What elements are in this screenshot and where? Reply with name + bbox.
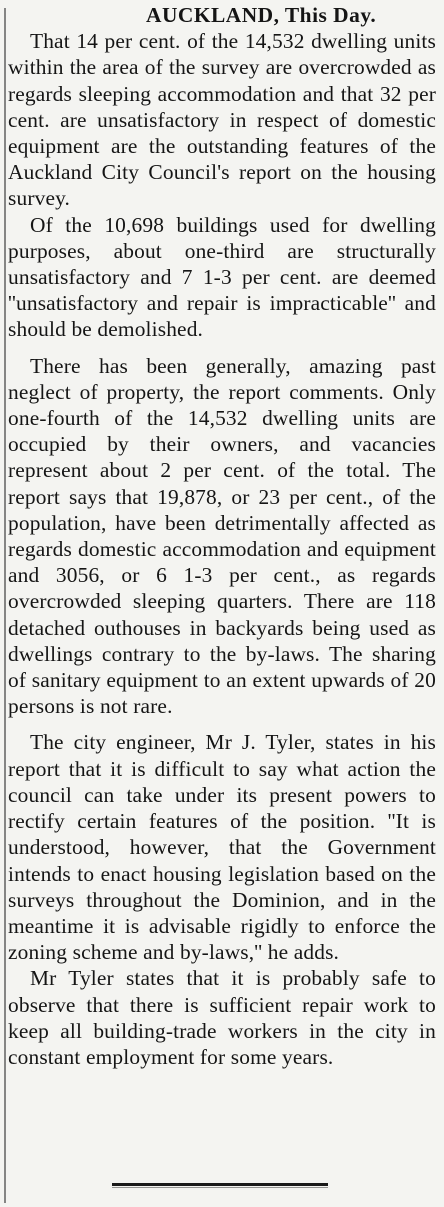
article-paragraph-1: That 14 per cent. of the 14,532 dwelling units within the area of the survey are overcrowded as regards sleeping accommodation and that 32 per cent. are unsatisfactory in respect of domestic equipment are the outstanding features of the Auckland City Council's report on the housing survey. — [8, 29, 436, 211]
end-of-article-rule-shadow — [112, 1187, 328, 1188]
article-paragraph-2: Of the 10,698 buildings used for dwelling purposes, about one-third are structurally unsatisfactory and 7 1-3 per cent. are deemed ''unsatisfactory and repair is impracticable'' and should be demolished. — [8, 212, 436, 342]
article-dateline: AUCKLAND, This Day. — [146, 3, 377, 27]
article-paragraph-5: Mr Tyler states that it is probably safe to observe that there is sufficient repair work to keep all building-trade workers in the city in constant employment for some years. — [8, 966, 436, 1069]
column-edge-rule — [4, 8, 6, 1203]
article-paragraph-4: The city engineer, Mr J. Tyler, states in his report that it is difficult to say what action the council can take under its present powers to rectify certain features of the position. ''It is understood, however, that the Government intends to enact housing legislation based on the surveys throughout the Dominion, and in the meantime it is advisable rigidly to enforce the zoning scheme and by-laws,'' he adds. — [8, 730, 436, 965]
article-paragraph-3: There has been generally, amazing past neglect of property, the report comments. Only one-fourth of the 14,532 dwelling units are occupied by their owners, and vacancies represent about 2 per cent. of the total. The report says that 19,878, or 23 per cent., of the population, have been detrimentally affected as regards domestic accommodation and equipment and 3056, or 6 1-3 per cent., as regards overcrowded sleeping quarters. There are 118 detached outhouses in backyards being used as dwellings contrary to the by-laws. The sharing of sanitary equipment to an extent upwards of 20 persons is not rare. — [8, 353, 436, 719]
end-of-article-rule — [112, 1183, 328, 1186]
article-column — [8, 2, 436, 1070]
